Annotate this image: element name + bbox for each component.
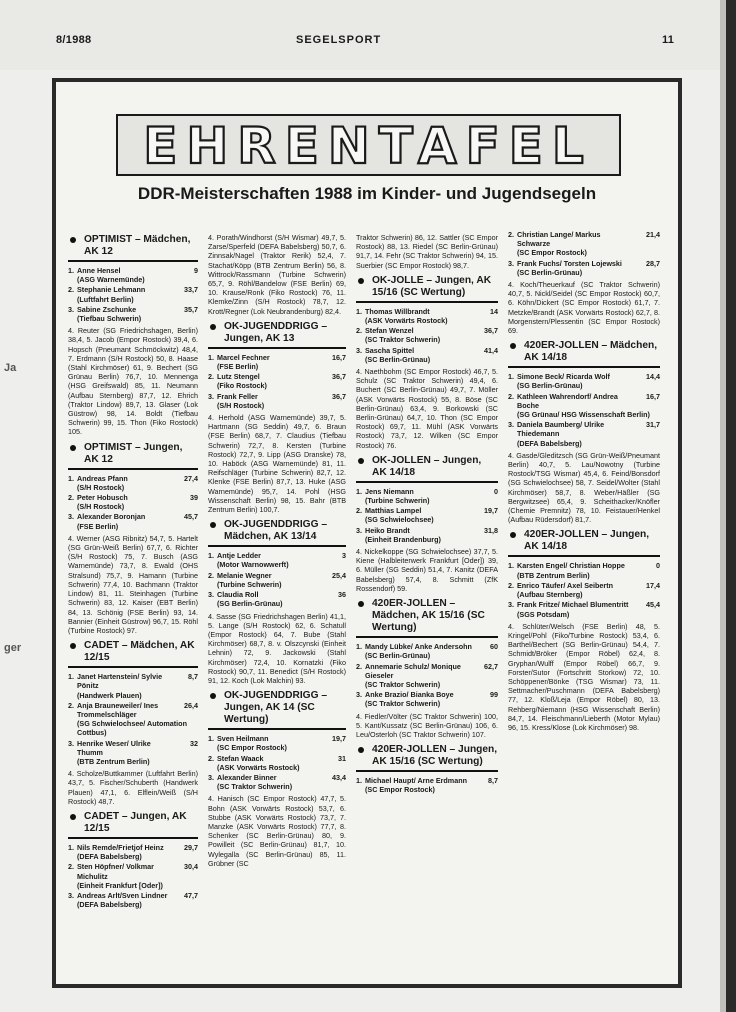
section-rule bbox=[356, 636, 498, 638]
entry-name: Thomas Willbrandt bbox=[365, 306, 430, 316]
entry-rank: 1. bbox=[68, 842, 74, 852]
entry-points: 60 bbox=[490, 642, 498, 652]
result-section bbox=[508, 340, 660, 524]
entry-rank: 2. bbox=[508, 580, 514, 590]
section-rule bbox=[356, 770, 498, 772]
entry-points: 16,7 bbox=[332, 352, 346, 362]
entry-points: 45,7 bbox=[184, 512, 198, 522]
section-heading bbox=[68, 442, 198, 466]
entry-points: 99 bbox=[490, 690, 498, 700]
entry-rank: 3. bbox=[508, 258, 514, 268]
entry-points: 39 bbox=[190, 493, 198, 503]
podium-entry bbox=[68, 701, 198, 719]
entry-name: Stefan Waack bbox=[217, 753, 264, 763]
podium-entry bbox=[68, 305, 198, 314]
podium-entry bbox=[356, 346, 498, 355]
entry-rank: 3. bbox=[68, 738, 74, 748]
section-rule bbox=[508, 366, 660, 368]
entry-club: (DEFA Babelsberg) bbox=[77, 852, 142, 862]
bullet-icon bbox=[358, 747, 364, 753]
entry-points: 14,4 bbox=[646, 372, 660, 382]
entry-name: Alexander Boronjan bbox=[77, 512, 146, 522]
entry-club: (BTB Zentrum Berlin) bbox=[517, 570, 590, 580]
entry-club: (SC Berlin-Grünau) bbox=[365, 651, 431, 661]
further-placings: 4. Scholze/Buttkammer (Luftfahrt Berlin) 43,7, 5. Fischer/Schuberth (Handwerk Plauen) 47,1, 6. Elflein/Weiß (S/H Rostock) 48,7. bbox=[68, 769, 198, 806]
entry-club: (Turbine Schwerin) bbox=[217, 579, 282, 589]
entry-club: (FSE Berlin) bbox=[77, 521, 119, 531]
entry-club: (FSE Berlin) bbox=[217, 362, 259, 372]
entry-name: Matthias Lampel bbox=[365, 506, 422, 516]
podium-entry bbox=[356, 526, 498, 535]
entry-points: 31 bbox=[338, 753, 346, 763]
entry-name: Anke Brazio/ Bianka Boye bbox=[365, 690, 454, 700]
entry-points: 27,4 bbox=[184, 473, 198, 483]
entry-rank: 2. bbox=[508, 391, 514, 401]
entry-rank: 3. bbox=[68, 304, 74, 314]
entry-rank: 1. bbox=[68, 266, 74, 275]
entry-points: 36,7 bbox=[332, 372, 346, 382]
section-heading bbox=[208, 519, 346, 543]
entry-rank: 2. bbox=[208, 570, 214, 580]
podium-entry bbox=[68, 862, 198, 880]
entry-club: (SC Traktor Schwerin) bbox=[365, 679, 441, 689]
result-section bbox=[356, 233, 498, 270]
section-title: 420ER-JOLLEN – Mädchen, AK 15/16 (SC Wertung) bbox=[372, 598, 485, 634]
entry-club: (SC Empor Rostock) bbox=[365, 785, 435, 795]
binder-spine bbox=[726, 0, 736, 1012]
entry-name: Henrike Weser/ Ulrike Thumm bbox=[77, 738, 151, 757]
section-title: OPTIMIST – Mädchen, AK 12 bbox=[84, 234, 191, 257]
result-section bbox=[208, 321, 346, 514]
entry-club: (SC Empor Rostock) bbox=[217, 743, 287, 753]
entry-name: Antje Ledder bbox=[217, 551, 261, 561]
section-rule bbox=[356, 301, 498, 303]
page-subtitle: DDR-Meisterschaften 1988 im Kinder- und Jugendsegeln bbox=[137, 184, 597, 203]
entry-rank: 3. bbox=[68, 890, 74, 900]
result-section bbox=[208, 690, 346, 868]
bullet-icon bbox=[358, 278, 364, 284]
entry-club: (SC Berlin-Grünau) bbox=[517, 267, 583, 277]
entry-name: Peter Hobusch bbox=[77, 493, 128, 503]
result-section bbox=[208, 519, 346, 685]
entry-name: Jens Niemann bbox=[365, 486, 414, 496]
entry-club: (Motor Warnowwerft) bbox=[217, 560, 289, 570]
section-title: CADET – Mädchen, AK 12/15 bbox=[84, 640, 195, 664]
entry-rank: 1. bbox=[356, 776, 362, 786]
entry-club: (Handwerk Plauen) bbox=[77, 690, 142, 700]
further-placings: 4. Schlüter/Welsch (FSE Berlin) 48, 5. Kringel/Pohl (Fiko/Turbine Rostock) 53,4, 6. Barthel/Bechert (SG Berlin-Grünau) 54,4, 7. Schmidt/Bröker (Empor Röbel) 62,4, 8. Gryphan/Wulff (Empor Röbel) 66,7, 9. Forster/Sutor (Fortschritt Storkow) 72, 10. Schöppener/Bönke (TSG Wismar) 73, 11. Settmacher/Puschmann (DEFA Babelsberg) 77, 12. Kloß/Leja (Empor Röbel) 80, 13. Rehberg/Niemann (HSG Wissenschaft Berlin) 84,7, 14. Fleischmann/Lieberth (Motor Mylau) 96, 15. Kress/Klose (Lok Kirchmöser) 98. bbox=[508, 621, 660, 732]
podium-entry bbox=[68, 672, 198, 690]
entry-club: (Aufbau Sternberg) bbox=[517, 590, 583, 600]
podium-entry bbox=[208, 372, 346, 381]
entry-club: (DEFA Babelsberg) bbox=[77, 900, 142, 910]
entry-rank: 3. bbox=[508, 600, 514, 610]
entry-points: 30,4 bbox=[184, 862, 198, 872]
section-title: OK-JUGENDDRIGG – Jungen, AK 14 (SC Wertung) bbox=[224, 690, 328, 726]
entry-points: 47,7 bbox=[184, 890, 198, 900]
section-heading bbox=[508, 529, 660, 553]
entry-club: (S/H Rostock) bbox=[77, 502, 125, 512]
entry-name: Frank Feller bbox=[217, 391, 258, 401]
column-2 bbox=[208, 230, 346, 980]
entry-points: 32 bbox=[190, 738, 198, 748]
podium-entry bbox=[508, 230, 660, 248]
entry-rank: 2. bbox=[356, 661, 362, 671]
entry-rank: 1. bbox=[356, 642, 362, 652]
entry-name: Nils Remde/Frietjof Heinz bbox=[77, 842, 164, 852]
entry-name: Frank Fuchs/ Torsten Lojewski bbox=[517, 258, 622, 268]
section-rule bbox=[356, 481, 498, 483]
honor-roll-frame bbox=[52, 78, 682, 988]
entry-points: 36,7 bbox=[484, 326, 498, 336]
further-placings: 4. Koch/Theuerkauf (SC Traktor Schwerin) 40,7, 5. Nickl/Seidel (SC Empor Rostock) 60,7, 6. Köhn/Dickert (SC Empor Rostock) 61,7, 7. Metzke/Brandt (ASK Vorwärts Rostock) 62,7, 8. Morgenstern/Plessentin (SC Empor Rostock) 69. bbox=[508, 280, 660, 336]
entry-points: 45,4 bbox=[646, 600, 660, 610]
page-number: 11 bbox=[662, 34, 675, 46]
bullet-icon bbox=[510, 343, 516, 349]
further-placings: 4. Herhold (ASG Warnemünde) 39,7, 5. Hartmann (SG Seddin) 49,7, 6. Braun (FSE Berlin) 68,7, 7. Claudius (Tiefbau Schwerin) 72,7, 8. Kersten (Turbine Rostock) 72,7, 9. Lipp (ASG Dranske) 78, 10. Haböck (ASG Warnemünde) 81, 11. Reifschläger (Turbine Schwerin) 82,7, 12. Klenke (FSE Berlin) 87,7, 13. Huke (ASG Warnemünde) 95,7, 14. Pohl (HSG Wissenschaft Berlin) 98, 15. Bahr (BTB Zentrum Berlin) 100,7. bbox=[208, 413, 346, 515]
entry-name: Andreas Arlt/Sven Lindner bbox=[77, 890, 168, 900]
result-section bbox=[508, 529, 660, 732]
section-heading bbox=[68, 811, 198, 835]
entry-club: (SG Berlin-Grünau) bbox=[517, 381, 583, 391]
entry-name: Heiko Brandt bbox=[365, 525, 410, 535]
further-placings: 4. Werner (ASG Ribnitz) 54,7, 5. Hartelt (SG Grün-Weiß Berlin) 67,7, 6. Richter (S/H Rostock) 75, 7. Busch (ASG Warnemünde) 73,7, 8. Ewald (OHS Stralsund) 75,7, 9. Hamann (Turbine Schwerin) 77,4, 10. Bachmann (Traktor Lindow) 81, 11. Steinhagen (Turbine Schwerin) 83, 12. Kaiser (EBT Berlin) 84, 13. Schönig (FSE Berlin) 93, 14. Bannier (Einheit Güstrow) 96,7, 15. Röhl (Turbine Rostock) 97. bbox=[68, 533, 198, 635]
podium-entry bbox=[356, 506, 498, 515]
entry-points: 8,7 bbox=[188, 672, 198, 682]
magazine-name: SEGELSPORT bbox=[296, 34, 382, 46]
result-section bbox=[208, 233, 346, 316]
entry-club: (Fiko Rostock) bbox=[217, 381, 267, 391]
entry-points: 31,7 bbox=[646, 420, 660, 430]
bullet-icon bbox=[210, 522, 216, 528]
section-title: 420ER-JOLLEN – Mädchen, AK 14/18 bbox=[524, 340, 658, 364]
further-placings: 4. Hanisch (SC Empor Rostock) 47,7, 5. Bohn (ASK Vorwärts Rostock) 53,7, 6. Stubbe (ASK Vorwärts Rostock) 73,7, 7. Manzke (ASK Vorwärts Rostock) 77,7, 8. Schenker (SC Berlin-Grünau) 80, 9. Powilleit (SC Berlin-Grünau) 81,7, 10. Wylegalla (SC Berlin-Grünau) 85, 11. Grübner (SC bbox=[208, 794, 346, 868]
podium-entry bbox=[208, 590, 346, 599]
podium-entry bbox=[208, 353, 346, 362]
entry-club: (S/H Rostock) bbox=[217, 400, 265, 410]
section-rule bbox=[68, 837, 198, 839]
entry-club: (Turbine Schwerin) bbox=[365, 496, 430, 506]
section-heading bbox=[356, 455, 498, 479]
bullet-icon bbox=[510, 532, 516, 538]
entry-club: (SG Grünau/ HSG Wissenschaft Berlin) bbox=[517, 410, 650, 420]
entry-rank: 1. bbox=[508, 372, 514, 382]
podium-entry bbox=[508, 600, 660, 609]
entry-rank: 3. bbox=[356, 690, 362, 700]
result-section bbox=[68, 442, 198, 635]
entry-points: 8,7 bbox=[488, 776, 498, 786]
section-heading bbox=[356, 598, 498, 634]
further-placings: 4. Nickelkoppe (SG Schwielochsee) 37,7, 5. Kiene (Halbleiterwerk Frankfurt [Oder]) 39, 6. Müller (SG Seddin) 51,4, 7. Kanitz (DEFA Babelsberg) 57,4, 8. Schmitt (ZfK Rossendorf) 59. bbox=[356, 547, 498, 593]
section-gap bbox=[356, 796, 498, 802]
result-section bbox=[356, 275, 498, 450]
entry-points: 29,7 bbox=[184, 842, 198, 852]
section-title: 420ER-JOLLEN – Jungen, AK 15/16 (SC Wertung) bbox=[372, 744, 498, 768]
entry-rank: 1. bbox=[508, 561, 514, 571]
entry-name: Stefan Wenzel bbox=[365, 326, 414, 336]
bullet-icon bbox=[70, 237, 76, 243]
section-title: CADET – Jungen, AK 12/15 bbox=[84, 810, 187, 834]
entry-club: (S/H Rostock) bbox=[77, 482, 125, 492]
section-heading bbox=[208, 690, 346, 726]
podium-entry bbox=[356, 487, 498, 496]
section-heading bbox=[356, 275, 498, 299]
entry-points: 17,4 bbox=[646, 580, 660, 590]
entry-rank: 2. bbox=[68, 862, 74, 872]
ehrentafel-banner bbox=[116, 114, 621, 176]
entry-name: Lutz Stengel bbox=[217, 372, 260, 382]
entry-club: (SC Empor Rostock) bbox=[517, 248, 587, 258]
entry-rank: 3. bbox=[508, 420, 514, 430]
podium-entry bbox=[508, 259, 660, 268]
entry-club: (Tiefbau Schwerin) bbox=[77, 314, 142, 324]
section-rule bbox=[68, 666, 198, 668]
podium-entry bbox=[208, 551, 346, 560]
entry-rank: 3. bbox=[356, 525, 362, 535]
section-rule bbox=[68, 260, 198, 262]
entry-rank: 1. bbox=[208, 551, 214, 561]
entry-rank: 1. bbox=[356, 486, 362, 496]
entry-name: Simone Beck/ Ricarda Wolf bbox=[517, 372, 610, 382]
podium-entry bbox=[68, 474, 198, 483]
section-heading bbox=[68, 640, 198, 664]
entry-club: (SG Berlin-Grünau) bbox=[217, 599, 283, 609]
bullet-icon bbox=[358, 458, 364, 464]
entry-points: 36,7 bbox=[332, 391, 346, 401]
margin-mark: Ja bbox=[4, 362, 17, 374]
bullet-icon bbox=[70, 814, 76, 820]
entry-points: 43,4 bbox=[332, 772, 346, 782]
entry-name: Enrico Täufer/ Axel Seibertn bbox=[517, 580, 613, 590]
further-placings: 4. Reuter (SG Friedrichshagen, Berlin) 38,4, 5. Jacob (Empor Rostock) 39,4, 6. Hopsch (Pneumant Schmöckwitz) 48,4, 7. Erdmann (S/H Rostock) 50, 8. Haase (Stahl Kirchmöser) 61, 9. Bechert (SG Grünau Berlin) 76,7, 10. Mennenga (HSG Greifswald) 85, 11. Neumann (Aufbau Sternberg) 87,7, 12. Ehrich (Traktor Lindow) 89,7, 13. Glaser (Lok Güstrow) 98, 14. Boldt (Tiefbau Schwerin) 99, 15. Thon (Fiko Rostock) 105. bbox=[68, 326, 198, 437]
entry-name: Sven Heilmann bbox=[217, 734, 269, 744]
entry-rank: 3. bbox=[208, 590, 214, 600]
entry-rank: 2. bbox=[508, 230, 514, 239]
entry-rank: 2. bbox=[68, 493, 74, 503]
further-placings: 4. Gasde/Gleditzsch (SG Grün-Weiß/Pneumant Berlin) 40,7, 5. Lau/Nowotny (Turbine Rostock/TSG Wismar) 45,4, 6. Feind/Bonsdorf (SG Schwielochsee) 58, 7. Seidel/Wolter (Stahl Kirchmöser) 58,7, 8. Weber/Häßler (SG Bergwitzsee) 65,4, 9. Scheithacker/Knöfler (Chemie Premnitz) 78, 10. Feistauer/Henkel (Aufbau Rüdersdorf) 81,7. bbox=[508, 450, 660, 525]
podium-entry bbox=[68, 891, 198, 900]
section-rule bbox=[208, 347, 346, 349]
podium-entry bbox=[68, 493, 198, 502]
entry-club: (ASK Vorwärts Rostock) bbox=[365, 316, 448, 326]
entry-name: Sabine Zschunke bbox=[77, 304, 137, 314]
entry-club: (SC Traktor Schwerin) bbox=[217, 782, 293, 792]
section-title: OK-JUGENDDRIGG – Jungen, AK 13 bbox=[224, 320, 328, 344]
entry-name: Mandy Lübke/ Anke Andersohn bbox=[365, 642, 472, 652]
entry-points: 9 bbox=[194, 266, 198, 275]
podium-entry bbox=[208, 571, 346, 580]
podium-entry bbox=[508, 420, 660, 438]
result-section bbox=[356, 598, 498, 739]
entry-rank: 3. bbox=[208, 772, 214, 782]
entry-points: 14 bbox=[490, 306, 498, 316]
podium-entry bbox=[356, 326, 498, 335]
podium-entry bbox=[208, 392, 346, 401]
section-heading bbox=[356, 744, 498, 768]
entry-club: (ASK Vorwärts Rostock) bbox=[217, 762, 300, 772]
section-gap bbox=[68, 910, 198, 916]
podium-entry bbox=[68, 285, 198, 294]
entry-club: (SC Berlin-Grünau) bbox=[365, 354, 431, 364]
section-title: OK-JOLLE – Jungen, AK 15/16 (SC Wertung) bbox=[372, 274, 492, 298]
entry-points: 25,4 bbox=[332, 570, 346, 580]
podium-entry bbox=[208, 773, 346, 782]
entry-points: 62,7 bbox=[484, 661, 498, 671]
entry-name: Michael Haupt/ Arne Erdmann bbox=[365, 776, 467, 786]
column-3 bbox=[356, 230, 498, 980]
podium-entry bbox=[68, 843, 198, 852]
section-heading bbox=[68, 234, 198, 258]
entry-points: 26,4 bbox=[184, 700, 198, 710]
podium-entry bbox=[356, 642, 498, 651]
further-placings: Traktor Schwerin) 86, 12. Sattler (SC Empor Rostock) 88, 13. Riedel (SC Berlin-Grünau) 91,7, 14. Fehr (SC Traktor Schwerin) 94, 15. Suerbier (SC Empor Rostock) 98,7. bbox=[356, 233, 498, 270]
entry-rank: 2. bbox=[356, 326, 362, 336]
podium-entry bbox=[68, 512, 198, 521]
entry-name: Anne Hensel bbox=[77, 266, 121, 275]
section-rule bbox=[508, 555, 660, 557]
entry-points: 41,4 bbox=[484, 345, 498, 355]
entry-name: Melanie Wegner bbox=[217, 570, 272, 580]
bullet-icon bbox=[70, 445, 76, 451]
entry-name: Alexander Binner bbox=[217, 772, 277, 782]
podium-entry bbox=[208, 734, 346, 743]
entry-points: 0 bbox=[494, 486, 498, 496]
section-title: 420ER-JOLLEN – Jungen, AK 14/18 bbox=[524, 529, 650, 553]
podium-entry bbox=[508, 372, 660, 381]
section-title: OK-JOLLEN – Jungen, AK 14/18 bbox=[372, 454, 482, 478]
column-1 bbox=[68, 230, 198, 980]
section-rule bbox=[68, 468, 198, 470]
section-title: OPTIMIST – Jungen, AK 12 bbox=[84, 441, 183, 465]
entry-club: (ASG Warnemünde) bbox=[77, 275, 145, 285]
entry-club: (SC Traktor Schwerin) bbox=[365, 699, 441, 709]
bullet-icon bbox=[358, 601, 364, 607]
entry-name: Anja Brauneweiler/ Ines Trommelschläger bbox=[77, 700, 159, 719]
podium-entry bbox=[508, 581, 660, 590]
section-rule bbox=[208, 545, 346, 547]
issue-number: 8/1988 bbox=[56, 34, 92, 46]
entry-points: 33,7 bbox=[184, 285, 198, 295]
entry-name: Andreas Pfann bbox=[77, 473, 128, 483]
section-title: OK-JUGENDDRIGG – Mädchen, AK 13/14 bbox=[224, 519, 328, 543]
entry-club: (DEFA Babelsberg) bbox=[517, 438, 582, 448]
entry-rank: 2. bbox=[68, 700, 74, 710]
section-heading bbox=[508, 340, 660, 364]
entry-club: (SG Schwielochsee/ Automation Cottbus) bbox=[77, 719, 187, 738]
entry-club: (SGS Potsdam) bbox=[517, 609, 570, 619]
entry-rank: 2. bbox=[208, 372, 214, 382]
entry-name: Kathleen Wahrendorf/ Andrea Boche bbox=[517, 391, 618, 410]
entry-rank: 1. bbox=[208, 352, 214, 362]
result-section bbox=[68, 640, 198, 806]
entry-points: 19,7 bbox=[484, 506, 498, 516]
entry-name: Frank Fritze/ Michael Blumentritt bbox=[517, 600, 629, 610]
entry-name: Christian Lange/ Markus Schwarze bbox=[517, 230, 601, 249]
entry-club: (Einheit Frankfurt [Oder]) bbox=[77, 880, 163, 890]
entry-club: (SG Schwielochsee) bbox=[365, 515, 434, 525]
result-section bbox=[508, 230, 660, 335]
entry-rank: 1. bbox=[208, 734, 214, 744]
section-heading bbox=[208, 321, 346, 345]
further-placings: 4. Naethbohm (SC Empor Rostock) 46,7, 5. Schulz (SC Traktor Schwerin) 49,4, 6. Buchert (SC Berlin-Grünau) 49,7, 7. Möller (ASK Vorwärts Rostock) 55, 8. Böse (SC Berlin-Grünau) 63,4, 9. Borkowski (SC Berlin-Grünau) 64,7, 10. Thon (SC Empor Rostock) 69,7, 11. Mühl (ASK Vorwärts Rostock) 73,7, 12. Wilken (SC Empor Rostock) 76. bbox=[356, 367, 498, 450]
column-4 bbox=[508, 230, 660, 980]
entry-points: 16,7 bbox=[646, 391, 660, 401]
podium-entry bbox=[208, 754, 346, 763]
entry-rank: 3. bbox=[356, 345, 362, 355]
result-section bbox=[68, 234, 198, 437]
podium-entry bbox=[68, 739, 198, 757]
entry-rank: 3. bbox=[68, 512, 74, 522]
banner-title: EHRENTAFEL bbox=[143, 117, 593, 175]
entry-rank: 1. bbox=[356, 306, 362, 316]
podium-entry bbox=[508, 392, 660, 410]
podium-entry bbox=[356, 776, 498, 785]
entry-points: 3 bbox=[342, 551, 346, 561]
section-rule bbox=[208, 728, 346, 730]
entry-name: Karsten Engel/ Christian Hoppe bbox=[517, 561, 625, 571]
entry-rank: 2. bbox=[68, 285, 74, 295]
entry-points: 31,8 bbox=[484, 525, 498, 535]
entry-points: 35,7 bbox=[184, 304, 198, 314]
further-placings: 4. Porath/Windhorst (S/H Wismar) 49,7, 5. Zarse/Sperfeld (DEFA Babelsberg) 50,7, 6. Zinnsak/Nagel (Traktor Rerik) 52,4, 7. Stachat/Köpp (BTB Zentrum Berlin) 56, 8. Wittrock/Rassmann (Turbine Schwerin) 65,7, 9. Röhl/Bandelow (FSE Berlin) 69, 10. Krause/Ronk (Fiko Rostock) 76, 11. Klemke/Zinn (S/H Rostock) 78,7, 12. Krott/Regner (Lok Neubrandenburg) 82,4. bbox=[208, 233, 346, 316]
entry-name: Sascha Spittel bbox=[365, 345, 415, 355]
podium-entry bbox=[68, 266, 198, 275]
entry-rank: 1. bbox=[68, 672, 74, 682]
podium-entry bbox=[356, 307, 498, 316]
result-section bbox=[68, 811, 198, 916]
entry-club: (BTB Zentrum Berlin) bbox=[77, 756, 150, 766]
entry-club: (Einheit Brandenburg) bbox=[365, 534, 441, 544]
entry-points: 28,7 bbox=[646, 258, 660, 268]
entry-rank: 2. bbox=[208, 753, 214, 763]
margin-mark: ger bbox=[4, 642, 22, 654]
entry-club: (Luftfahrt Berlin) bbox=[77, 294, 134, 304]
entry-points: 21,4 bbox=[646, 230, 660, 239]
result-section bbox=[356, 744, 498, 801]
entry-points: 19,7 bbox=[332, 734, 346, 744]
podium-entry bbox=[356, 662, 498, 680]
page-header-strip bbox=[0, 0, 736, 70]
entry-name: Janet Hartenstein/ Sylvie Pönitz bbox=[77, 672, 163, 691]
result-section bbox=[356, 455, 498, 593]
bullet-icon bbox=[210, 693, 216, 699]
entry-rank: 3. bbox=[208, 391, 214, 401]
further-placings: 4. Sasse (SG Friedrichshagen Berlin) 41,1, 5. Lange (S/H Rostock) 62, 6. Schatull (Empor Rostock) 64, 7. Bube (Stahl Kirchmöser) 68,7, 8. v. Olszcynski (Einheit Lehnin) 72, 9. Jackowski (Stahl Kirchmöser) 72,4, 10. Kornatzki (Fiko Rostock) 90,7, 11. Benedict (S/H Rostock) 91, 12. Koch (Lok Malchin) 93. bbox=[208, 611, 346, 685]
entry-name: Annemarie Schulz/ Monique Gieseler bbox=[365, 661, 461, 680]
entry-rank: 1. bbox=[68, 473, 74, 483]
entry-rank: 2. bbox=[356, 506, 362, 516]
entry-points: 0 bbox=[656, 561, 660, 571]
further-placings: 4. Fiedler/Völter (SC Traktor Schwerin) 100, 5. Kant/Kussatz (SC Berlin-Grünau) 106, 6. Leu/Osterloh (SC Traktor Schwerin) 107. bbox=[356, 711, 498, 739]
entry-name: Sten Höpfner/ Volkmar Michulitz bbox=[77, 862, 154, 881]
bullet-icon bbox=[210, 324, 216, 330]
podium-entry bbox=[508, 561, 660, 570]
entry-name: Daniela Baumberg/ Ulrike Thiedemann bbox=[517, 420, 605, 439]
podium-entry bbox=[356, 690, 498, 699]
entry-name: Claudia Roll bbox=[217, 590, 259, 600]
entry-club: (SC Traktor Schwerin) bbox=[365, 335, 441, 345]
bullet-icon bbox=[70, 643, 76, 649]
entry-points: 36 bbox=[338, 590, 346, 600]
entry-name: Marcel Fechner bbox=[217, 352, 270, 362]
entry-name: Stephanie Lehmann bbox=[77, 285, 146, 295]
